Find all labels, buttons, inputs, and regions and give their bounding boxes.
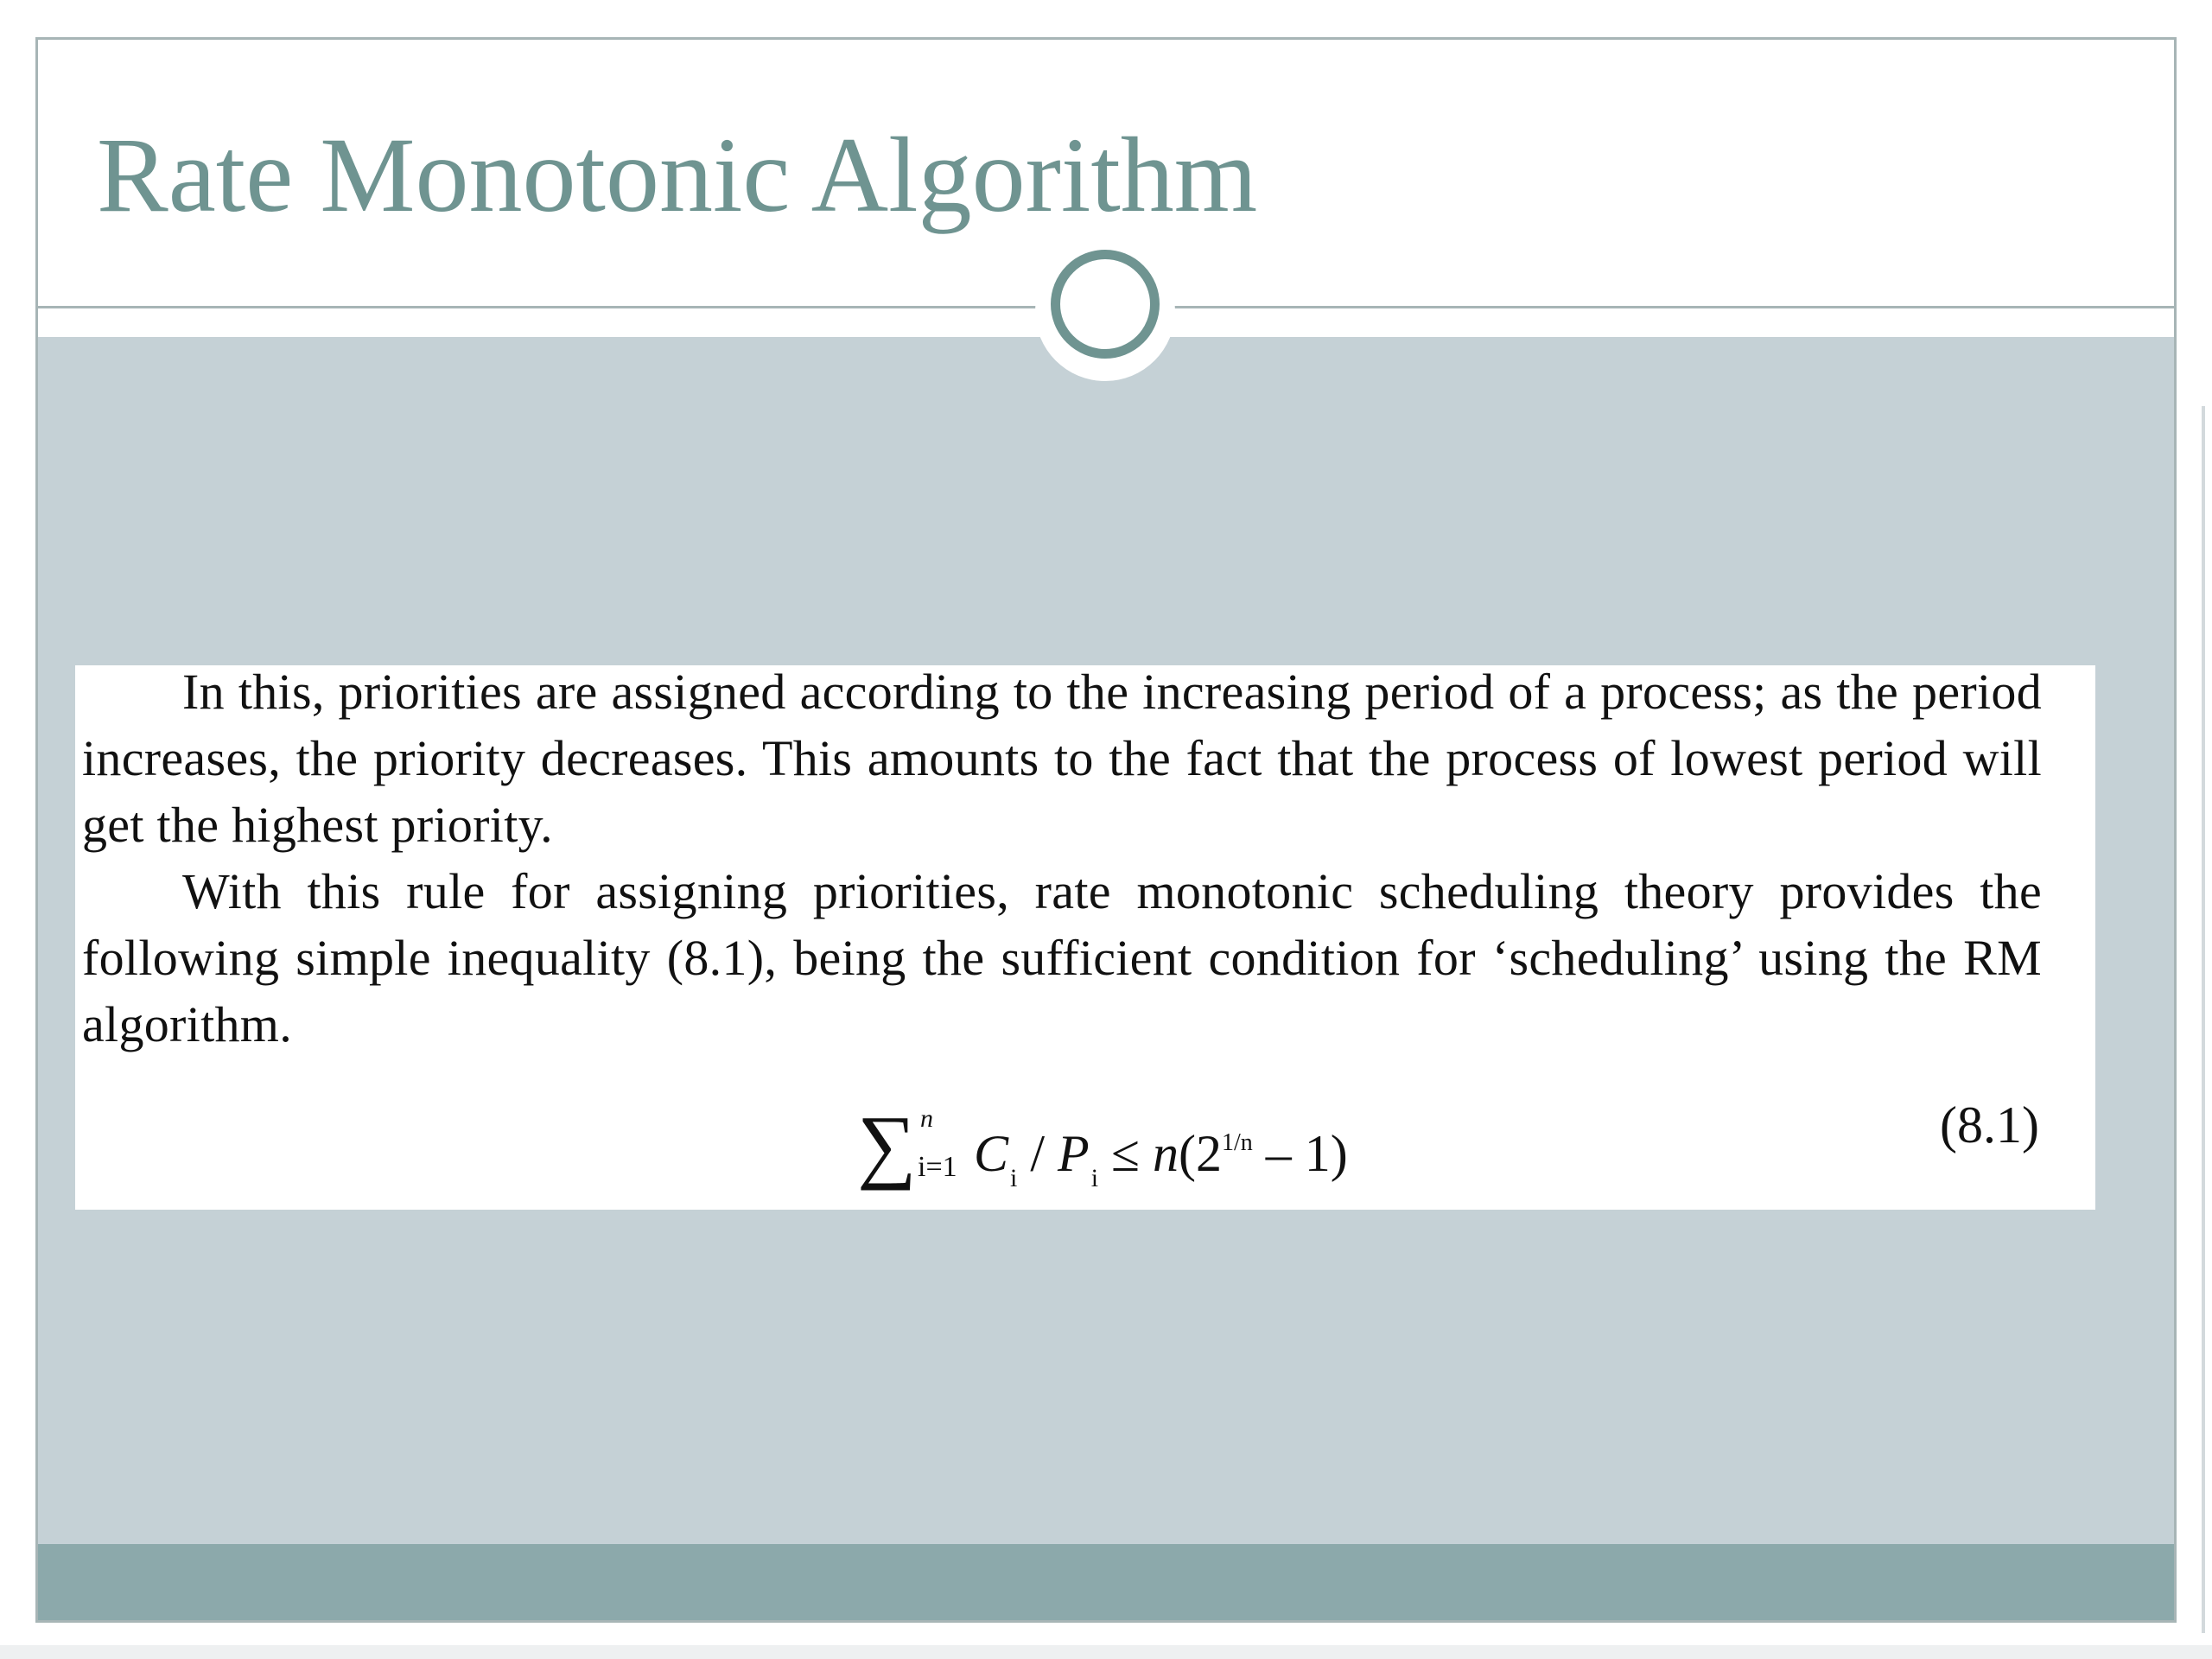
formula-term-c: C [974, 1125, 1009, 1182]
circle-ornament-icon [1051, 250, 1160, 359]
schedulability-formula [784, 1097, 1440, 1192]
excerpt-paragraph-2: With this rule for assigning priorities, rate monotonic scheduling theory provides the following simple inequality (8.1), being the sufficient condition for ‘scheduling’ using the RM algorithm. [82, 863, 2042, 1052]
slide-title: Rate Monotonic Algorithm [97, 116, 1258, 234]
formula-tail: – 1) [1265, 1125, 1348, 1182]
summation-symbol: ∑ [857, 1098, 917, 1191]
summation-upper-limit: n [920, 1104, 933, 1133]
equation-number: (8.1) [1940, 1096, 2039, 1154]
formula-relation: ≤ [1111, 1125, 1140, 1182]
summation-lower-limit: i=1 [918, 1151, 957, 1183]
page-bottom-strip [0, 1645, 2212, 1659]
formula-n-var: n [1152, 1125, 1179, 1182]
footer-bar [38, 1544, 2174, 1620]
text-excerpt-image [75, 665, 2095, 1210]
page-edge-shadow [2202, 406, 2205, 1633]
formula-open-paren: (2 [1178, 1125, 1222, 1182]
formula-sub-c: i [1010, 1164, 1018, 1192]
formula-term-p: P [1058, 1125, 1090, 1182]
formula-exponent: 1/n [1221, 1129, 1253, 1156]
formula-expression [974, 1113, 1348, 1209]
excerpt-paragraph-1: In this, priorities are assigned according to the increasing period of a process; as the period increases, the priority decreases. This amounts to the fact that the process of lowest period will get the highest priority. [82, 664, 2042, 853]
formula-sub-p: i [1090, 1164, 1099, 1192]
formula-divide: / [1030, 1125, 1046, 1182]
